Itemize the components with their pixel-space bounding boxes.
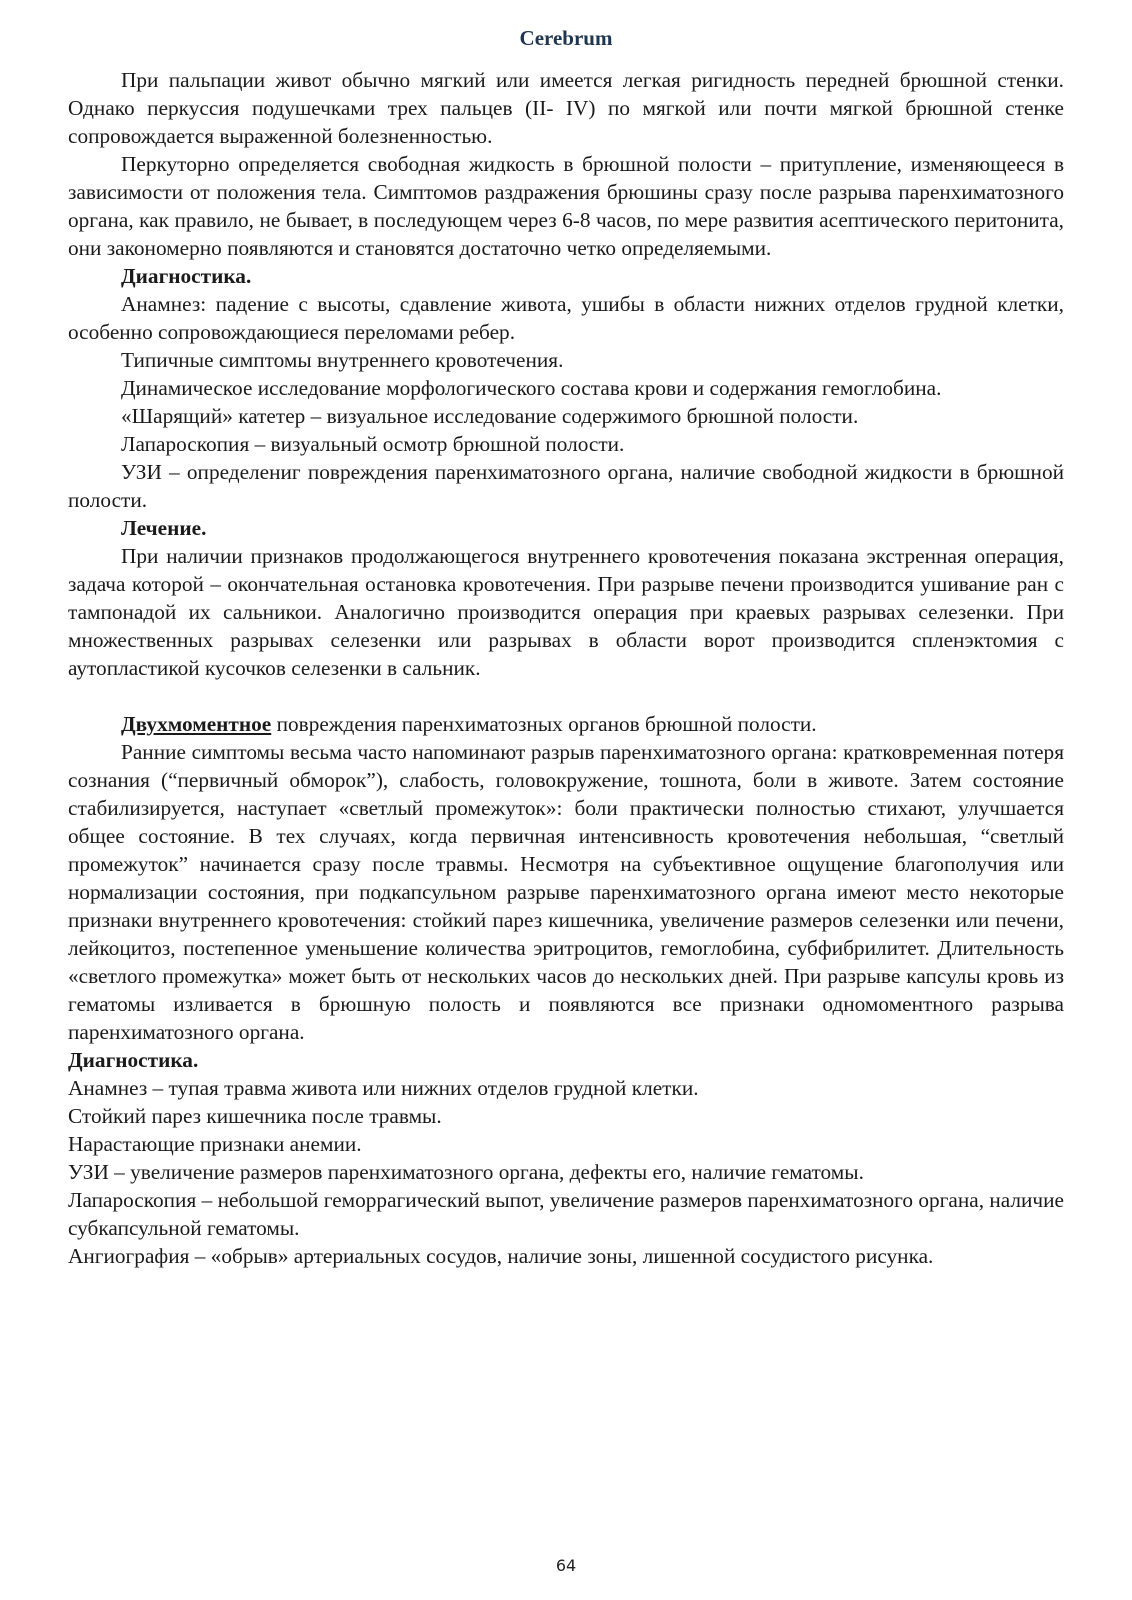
paragraph-percussion: Перкуторно определяется свободная жидкость в брюшной полости – притупление, изменяющееся в зависимости от положения тела. Симптомов раздражения брюшины сразу после разрыва паренхиматозного органа, как правило, не бывает, в последующем через 6-8 часов, по мере развития асептического перитонита, они закономерно появляются и становятся достаточно четко определяемыми. — [68, 152, 1064, 260]
two-stage-term: Двухмоментное — [121, 712, 272, 736]
paragraph-ultrasound: УЗИ – определениг повреждения паренхиматозного органа, наличие свободной жидкости в брюшной полости. — [68, 460, 1064, 512]
paragraph-spacer — [68, 682, 1064, 710]
paragraph-anamnesis-2: Анамнез – тупая травма живота или нижних отделов грудной клетки. — [68, 1076, 699, 1100]
paragraph-palpation: При пальпации живот обычно мягкий или имеется легкая ригидность передней брюшной стенки. Однако перкуссия подушечками трех пальцев (II- IV) по мягкой или почти мягкой брюшной стенке сопровождается выраженной болезненностью. — [68, 68, 1064, 148]
heading-diagnostics-2: Диагностика. — [68, 1048, 199, 1072]
heading-diagnostics: Диагностика. — [121, 264, 252, 288]
paragraph-ultrasound-2: УЗИ – увеличение размеров паренхиматозного органа, дефекты его, наличие гематомы. — [68, 1160, 864, 1184]
paragraph-two-stage-title — [68, 710, 1064, 738]
paragraph-treatment: При наличии признаков продолжающегося внутреннего кровотечения показана экстренная операция, задача которой – окончательная остановка кровотечения. При разрыве печени производится ушивание ран с тампонадой их сальникои. Аналогично производится операция при краевых разрывах селезенки. При множественных разрывах селезенки или разрывах в области ворот производится спленэктомия с аутопластикой кусочков селезенки в сальник. — [68, 544, 1064, 680]
paragraph-typical-symptoms: Типичные симптомы внутреннего кровотечения. — [121, 348, 564, 372]
paragraph-intestinal-paresis: Стойкий парез кишечника после травмы. — [68, 1104, 442, 1128]
paragraph-anamnesis: Анамнез: падение с высоты, сдавление живота, ушибы в области нижних отделов грудной клетки, особенно сопровождающиеся переломами ребер. — [68, 292, 1064, 344]
paragraph-angiography: Ангиография – «обрыв» артериальных сосудов, наличие зоны, лишенной сосудистого рисунка. — [68, 1244, 934, 1268]
paragraph-anemia: Нарастающие признаки анемии. — [68, 1132, 362, 1156]
paragraph-dynamic-blood-study: Динамическое исследование морфологического состава крови и содержания гемоглобина. — [121, 376, 942, 400]
page-number: 64 — [555, 1556, 577, 1575]
paragraph-laparoscopy: Лапароскопия – визуальный осмотр брюшной полости. — [121, 432, 625, 456]
two-stage-rest: повреждения паренхиматозных органов брюшной полости. — [271, 712, 817, 736]
page-header-title: Cerebrum — [519, 26, 613, 50]
paragraph-laparoscopy-2: Лапароскопия – небольшой геморрагический выпот, увеличение размеров паренхиматозного органа, наличие субкапсульной гематомы. — [68, 1188, 1064, 1240]
document-body — [68, 66, 1064, 1270]
paragraph-catheter: «Шарящий» катетер – визуальное исследование содержимого брюшной полости. — [121, 404, 859, 428]
paragraph-early-symptoms: Ранние симптомы весьма часто напоминают разрыв паренхиматозного органа: кратковременная потеря сознания (“первичный обморок”), слабость, головокружение, тошнота, боли в животе. Затем состояние стабилизируется, наступает «светлый промежуток»: боли практически полностью стихают, улучшается общее состояние. В тех случаях, когда первичная интенсивность кровотечения небольшая, “светлый промежуток” начинается сразу после травмы. Несмотря на субъективное ощущение благополучия или нормализации состояния, при подкапсульном разрыве паренхиматозного органа имеют место некоторые признаки внутреннего кровотечения: стойкий парез кишечника, увеличение размеров селезенки или печени, лейкоцитоз, постепенное уменьшение количества эритроцитов, гемоглобина, субфибрилитет. Длительность «светлого промежутка» может быть от нескольких часов до нескольких дней. При разрыве капсулы кровь из гематомы изливается в брюшную полость и появляются все признаки одномоментного разрыва паренхиматозного органа. — [68, 740, 1064, 1044]
heading-treatment: Лечение. — [121, 516, 207, 540]
